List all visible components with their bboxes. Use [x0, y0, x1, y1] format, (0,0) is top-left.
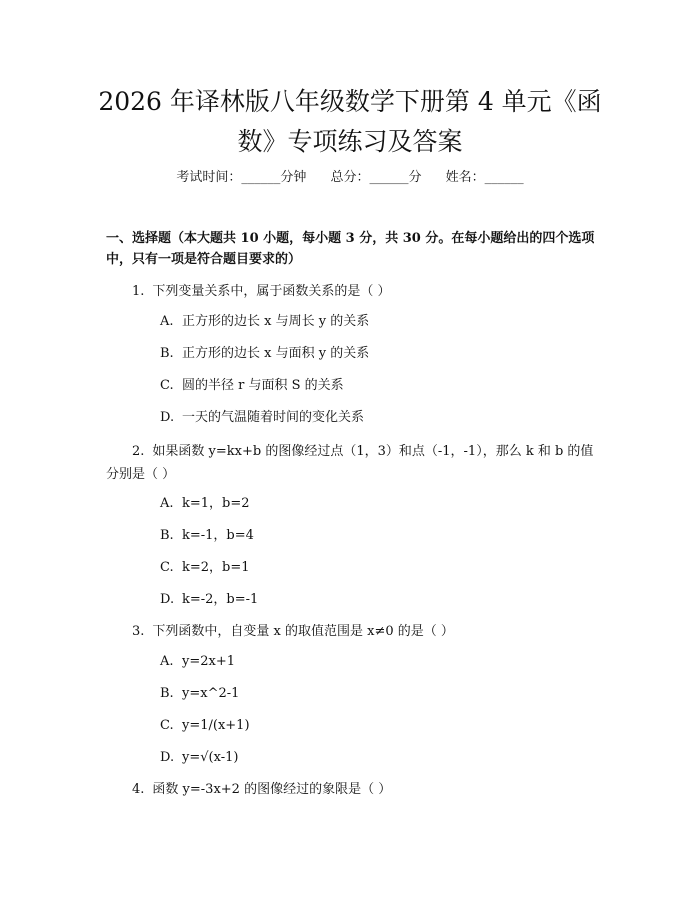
question-3-option-d: [160, 748, 600, 768]
option-letter: D.: [160, 592, 175, 607]
question-text-line-2: 分别是（ ）: [106, 467, 176, 482]
question-text: 下列变量关系中，属于函数关系的是（ ）: [152, 284, 391, 299]
question-number: 4.: [132, 782, 145, 797]
option-text: 圆的半径 r 与面积 S 的关系: [182, 378, 344, 393]
question-text: 下列函数中，自变量 x 的取值范围是 x≠0 的是（ ）: [152, 624, 454, 639]
question-3: [132, 620, 600, 643]
option-text: y=1/(x+1): [182, 718, 250, 733]
question-number: 2.: [132, 444, 145, 459]
option-text: 正方形的边长 x 与面积 y 的关系: [182, 346, 370, 361]
document-title: [70, 82, 630, 162]
title-line-1: 2026 年译林版八年级数学下册第 4 单元《函: [98, 87, 602, 116]
question-1-option-d: [160, 408, 600, 428]
question-1-option-b: [160, 344, 600, 364]
question-3-option-b: [160, 684, 600, 704]
title-line-2: 数》专项练习及答案: [237, 127, 463, 156]
question-1-option-a: [160, 312, 600, 332]
option-letter: C.: [160, 378, 174, 393]
option-letter: A.: [160, 314, 174, 329]
question-text: 函数 y=-3x+2 的图像经过的象限是（ ）: [152, 782, 392, 797]
question-2-option-a: [160, 494, 600, 514]
option-text: 正方形的边长 x 与周长 y 的关系: [182, 314, 370, 329]
question-number: 1.: [132, 284, 145, 299]
option-letter: A.: [160, 654, 174, 669]
question-3-option-a: [160, 652, 600, 672]
exam-meta-line: [0, 168, 700, 188]
option-letter: D.: [160, 750, 175, 765]
option-text: k=1，b=2: [182, 496, 250, 511]
question-4: [132, 778, 600, 801]
option-letter: D.: [160, 410, 175, 425]
exam-time-label: 考试时间：______分钟: [176, 170, 307, 185]
question-2-option-c: [160, 558, 600, 578]
option-letter: C.: [160, 718, 174, 733]
option-text: k=-1，b=4: [182, 528, 254, 543]
question-2-option-b: [160, 526, 600, 546]
question-2: [132, 440, 600, 463]
option-text: y=2x+1: [182, 654, 236, 669]
question-text-line-1: 如果函数 y=kx+b 的图像经过点（1，3）和点（-1，-1），那么 k 和 b 的值: [152, 444, 594, 459]
question-2-continuation: [106, 463, 574, 486]
option-text: k=2，b=1: [182, 560, 250, 575]
option-letter: B.: [160, 528, 174, 543]
option-text: k=-2，b=-1: [182, 592, 259, 607]
option-text: y=√(x-1): [182, 750, 239, 765]
option-letter: A.: [160, 496, 174, 511]
question-3-option-c: [160, 716, 600, 736]
option-letter: C.: [160, 560, 174, 575]
total-score-label: 总分：______分: [330, 170, 422, 185]
question-1-option-c: [160, 376, 600, 396]
question-2-option-d: [160, 590, 600, 610]
student-name-label: 姓名：______: [445, 170, 524, 185]
option-letter: B.: [160, 686, 174, 701]
option-text: y=x^2-1: [182, 686, 240, 701]
section-heading: 一、选择题（本大题共 10 小题，每小题 3 分，共 30 分。在每小题给出的四个选项中，只有一项是符合题目要求的）: [106, 231, 595, 267]
question-number: 3.: [132, 624, 145, 639]
option-text: 一天的气温随着时间的变化关系: [182, 410, 365, 425]
question-1: [132, 280, 600, 303]
option-letter: B.: [160, 346, 174, 361]
